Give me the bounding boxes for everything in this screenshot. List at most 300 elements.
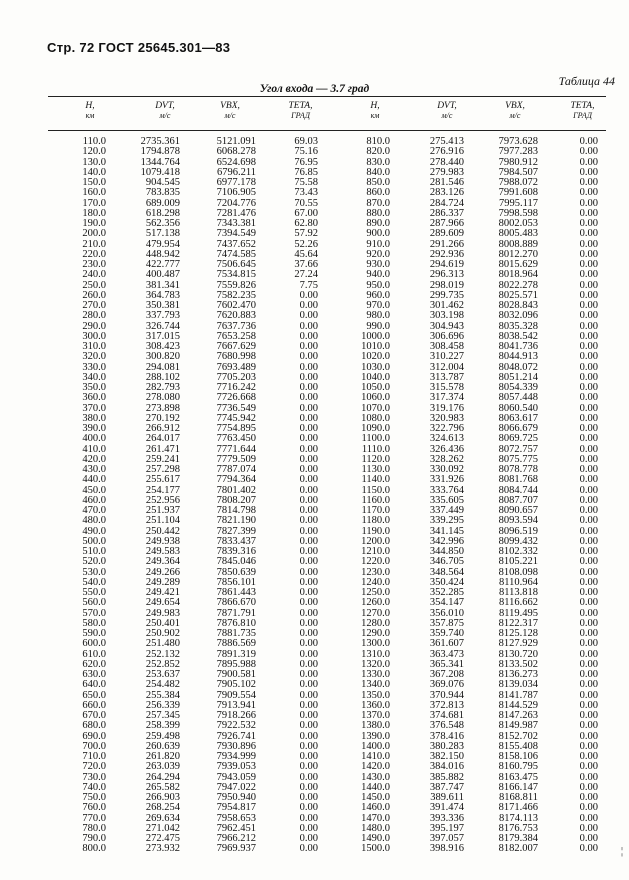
table-cell: 280.0 (82, 310, 106, 322)
table-cell: 0.00 (579, 781, 598, 793)
table-cell: 8155.408 (498, 740, 538, 752)
table-cell: 7973.628 (498, 136, 538, 147)
table-cell: 0.00 (299, 310, 318, 322)
table-cell: 1260.0 (361, 597, 390, 609)
table-cell: 291.266 (429, 238, 464, 250)
table-cell: 590.0 (82, 628, 106, 639)
table-cell: 0.00 (579, 638, 598, 650)
margin-mark: ¦ (620, 846, 623, 857)
table-cell: 7808.207 (216, 494, 256, 506)
table-cell: 0.00 (299, 392, 318, 404)
table-cell: 890.0 (366, 218, 390, 229)
table-cell: 7821.190 (216, 515, 256, 527)
table-cell: 430.0 (82, 464, 106, 475)
table-cell: 479.954 (145, 238, 180, 250)
table-cell: 8105.221 (498, 556, 538, 568)
table-cell: 130.0 (82, 156, 106, 168)
table-cell: 7980.912 (498, 156, 538, 168)
table-cell: 0.00 (299, 587, 318, 598)
table-cell: 250.401 (145, 617, 180, 629)
col-header-h-right (355, 102, 395, 120)
table-cell: 8182.007 (498, 843, 538, 855)
table-cell: 8133.502 (498, 658, 538, 670)
table-cell: 470.0 (82, 505, 106, 516)
col-header-teta-right (560, 102, 605, 120)
table-cell: 689.009 (145, 197, 180, 209)
table-cell: 385.882 (429, 771, 464, 783)
table-cell: 1110.0 (361, 443, 390, 455)
table-cell: 1220.0 (361, 556, 390, 568)
table-cell: 600.0 (82, 638, 106, 650)
table-cell: 8060.540 (498, 402, 538, 414)
table-cell: 0.00 (579, 146, 598, 158)
table-cell: 249.421 (145, 587, 180, 598)
table-cell: 7754.895 (216, 423, 256, 434)
table-cell: 269.634 (145, 812, 180, 824)
table-cell: 352.285 (429, 587, 464, 598)
table-cell: 1080.0 (361, 412, 390, 424)
table-cell: 306.696 (429, 330, 464, 342)
table-cell: 0.00 (579, 792, 598, 803)
table-cell: 266.903 (145, 792, 180, 803)
table-cell: 76.95 (294, 156, 318, 168)
table-cell: 0.00 (579, 300, 598, 311)
col-header-teta-left (278, 102, 323, 120)
table-cell: 0.00 (299, 525, 318, 537)
table-cell: 950.0 (366, 279, 390, 291)
table-cell: 450.0 (82, 484, 106, 496)
table-cell: 257.298 (145, 464, 180, 475)
table-cell: 259.241 (145, 453, 180, 465)
table-cell: 370.944 (429, 689, 464, 701)
table-cell: 1050.0 (361, 382, 390, 393)
table-cell: 1180.0 (361, 515, 390, 527)
table-cell: 1270.0 (361, 607, 390, 619)
table-cell: 0.00 (579, 699, 598, 711)
table-cell: 1079.418 (140, 166, 180, 178)
table-cell: 770.0 (82, 812, 106, 824)
table-cell: 73.43 (294, 187, 318, 199)
table-cell: 170.0 (82, 197, 106, 209)
table-cell: 0.00 (579, 248, 598, 260)
table-cell: 382.150 (429, 751, 464, 762)
table-cell: 720.0 (82, 761, 106, 773)
table-cell: 562.356 (145, 218, 180, 229)
table-cell: 8152.702 (498, 730, 538, 742)
table-cell: 263.039 (145, 761, 180, 773)
table-cell: 249.266 (145, 566, 180, 578)
table-cell: 970.0 (366, 300, 390, 311)
table-cell: 7474.585 (216, 248, 256, 260)
table-cell: 8096.519 (498, 525, 538, 537)
table-cell: 272.475 (145, 833, 180, 844)
table-cell: 350.381 (145, 300, 180, 311)
table-cell: 420.0 (82, 453, 106, 465)
table-cell: 45.64 (294, 248, 318, 260)
table-cell: 350.0 (82, 382, 106, 393)
col-header-unit: м/с (509, 111, 521, 120)
table-cell: 1300.0 (361, 638, 390, 650)
table-cell: 1090.0 (361, 423, 390, 434)
table-cell: 249.364 (145, 556, 180, 568)
table-cell: 0.00 (579, 289, 598, 301)
table-cell: 342.996 (429, 535, 464, 547)
table-cell: 0.00 (299, 781, 318, 793)
col-header-name: DVT, (155, 101, 175, 111)
table-cell: 1170.0 (361, 505, 390, 516)
table-cell: 273.898 (145, 402, 180, 414)
table-cell: 0.00 (299, 689, 318, 701)
table-cell: 8084.744 (498, 484, 538, 496)
table-cell: 850.0 (366, 177, 390, 188)
col-h-right (352, 137, 390, 855)
table-cell: 308.423 (145, 341, 180, 352)
table-cell: 0.00 (299, 402, 318, 414)
table-cell: 1230.0 (361, 566, 390, 578)
table-cell: 6977.178 (216, 177, 256, 188)
table-cell: 1020.0 (361, 351, 390, 363)
table-cell: 0.00 (299, 833, 318, 844)
table-cell: 27.24 (294, 269, 318, 281)
table-cell: 7204.776 (216, 197, 256, 209)
table-cell: 0.00 (579, 166, 598, 178)
table-cell: 7839.316 (216, 546, 256, 557)
table-cell: 1210.0 (361, 546, 390, 557)
table-cell: 251.480 (145, 638, 180, 650)
table-cell: 398.916 (429, 843, 464, 855)
table-cell: 374.681 (429, 710, 464, 721)
table-cell: 1360.0 (361, 699, 390, 711)
table-cell: 7106.905 (216, 187, 256, 199)
table-cell: 359.740 (429, 628, 464, 639)
table-cell: 0.00 (299, 648, 318, 660)
table-cell: 0.00 (299, 566, 318, 578)
table-cell: 7667.629 (216, 341, 256, 352)
table-cell: 1330.0 (361, 669, 390, 680)
table-cell: 1070.0 (361, 402, 390, 414)
table-cell: 278.080 (145, 392, 180, 404)
table-cell: 7763.450 (216, 433, 256, 445)
table-cell: 252.852 (145, 658, 180, 670)
table-cell: 317.015 (145, 330, 180, 342)
col-header-unit: ГРАД (573, 111, 592, 120)
table-cell: 261.471 (145, 443, 180, 455)
table-cell: 8048.072 (498, 361, 538, 373)
table-cell: 0.00 (299, 628, 318, 639)
table-cell: 1100.0 (361, 433, 390, 445)
table-cell: 268.254 (145, 802, 180, 814)
table-cell: 1190.0 (361, 525, 390, 537)
table-cell: 0.00 (579, 402, 598, 414)
table-cell: 8032.096 (498, 310, 538, 322)
table-cell: 7950.940 (216, 792, 256, 803)
table-cell: 312.004 (429, 361, 464, 373)
table-cell: 292.936 (429, 248, 464, 260)
table-cell: 0.00 (299, 341, 318, 352)
table-cell: 8025.571 (498, 289, 538, 301)
table-cell: 344.850 (429, 546, 464, 557)
table-cell: 372.813 (429, 699, 464, 711)
table-cell: 254.482 (145, 679, 180, 691)
table-cell: 0.00 (579, 341, 598, 352)
header-bottom-rule (48, 130, 606, 131)
table-cell: 510.0 (82, 546, 106, 557)
table-cell: 279.983 (429, 166, 464, 178)
table-cell: 0.00 (579, 669, 598, 680)
table-cell: 324.613 (429, 433, 464, 445)
table-cell: 8038.542 (498, 330, 538, 342)
table-cell: 256.339 (145, 699, 180, 711)
table-cell: 7559.826 (216, 279, 256, 291)
table-cell: 0.00 (579, 658, 598, 670)
table-cell: 381.341 (145, 279, 180, 291)
table-cell: 0.00 (579, 207, 598, 219)
table-cell: 990.0 (366, 320, 390, 332)
col-header-vbx-left (205, 102, 255, 120)
table-cell: 7506.645 (216, 259, 256, 270)
table-cell: 960.0 (366, 289, 390, 301)
table-cell: 760.0 (82, 802, 106, 814)
table-cell: 610.0 (82, 648, 106, 660)
table-cell: 680.0 (82, 720, 106, 732)
table-cell: 660.0 (82, 699, 106, 711)
table-cell: 391.474 (429, 802, 464, 814)
table-cell: 0.00 (299, 710, 318, 721)
table-cell: 0.00 (579, 464, 598, 475)
table-cell: 870.0 (366, 197, 390, 209)
table-cell: 8041.736 (498, 341, 538, 352)
table-cell: 940.0 (366, 269, 390, 281)
table-cell: 0.00 (299, 494, 318, 506)
table-cell: 0.00 (579, 474, 598, 486)
table-cell: 8054.339 (498, 382, 538, 393)
table-cell: 317.374 (429, 392, 464, 404)
table-cell: 570.0 (82, 607, 106, 619)
table-cell: 690.0 (82, 730, 106, 742)
table-cell: 8018.964 (498, 269, 538, 281)
table-cell: 0.00 (579, 597, 598, 609)
table-cell: 0.00 (579, 607, 598, 619)
table-cell: 0.00 (579, 279, 598, 291)
col-header-name: VBX, (220, 101, 240, 111)
col-header-name: VBX, (505, 101, 525, 111)
table-cell: 7947.022 (216, 781, 256, 793)
table-cell: 251.104 (145, 515, 180, 527)
table-cell: 7856.101 (216, 576, 256, 588)
table-cell: 0.00 (579, 730, 598, 742)
table-cell: 210.0 (82, 238, 106, 250)
table-cell: 800.0 (82, 843, 106, 855)
table-cell: 315.578 (429, 382, 464, 393)
table-cell: 8008.889 (498, 238, 538, 250)
table-cell: 8141.787 (498, 689, 538, 701)
table-cell: 1340.0 (361, 679, 390, 691)
table-cell: 8122.317 (498, 617, 538, 629)
table-cell: 0.00 (579, 771, 598, 783)
table-cell: 1200.0 (361, 535, 390, 547)
table-cell: 0.00 (299, 607, 318, 619)
table-cell: 308.458 (429, 341, 464, 352)
table-cell: 8113.818 (499, 587, 538, 598)
col-header-name: DVT, (437, 101, 457, 111)
table-cell: 271.042 (145, 822, 180, 834)
table-cell: 410.0 (82, 443, 106, 455)
table-cell: 0.00 (579, 361, 598, 373)
table-cell: 1140.0 (361, 474, 390, 486)
table-cell: 0.00 (579, 269, 598, 281)
table-cell: 1480.0 (361, 822, 390, 834)
table-cell: 440.0 (82, 474, 106, 486)
table-cell: 333.764 (429, 484, 464, 496)
table-cell: 0.00 (579, 259, 598, 270)
table-cell: 7779.509 (216, 453, 256, 465)
table-cell: 1040.0 (361, 371, 390, 383)
table-cell: 0.00 (299, 751, 318, 762)
table-cell: 0.00 (299, 300, 318, 311)
table-cell: 7394.549 (216, 228, 256, 240)
table-cell: 1030.0 (361, 361, 390, 373)
table-cell: 62.80 (294, 218, 318, 229)
table-cell: 249.654 (145, 597, 180, 609)
table-cell: 8174.113 (499, 812, 538, 824)
table-cell: 387.747 (429, 781, 464, 793)
table-cell: 7969.937 (216, 843, 256, 855)
table-cell: 710.0 (82, 751, 106, 762)
table-cell: 0.00 (579, 617, 598, 629)
table-cell: 0.00 (579, 320, 598, 332)
table-cell: 367.208 (429, 669, 464, 680)
table-cell: 0.00 (579, 679, 598, 691)
table-cell: 257.345 (145, 710, 180, 721)
table-cell: 1290.0 (361, 628, 390, 639)
table-cell: 0.00 (579, 710, 598, 721)
table-cell: 900.0 (366, 228, 390, 240)
table-cell: 1280.0 (361, 617, 390, 629)
table-cell: 0.00 (299, 576, 318, 588)
table-cell: 335.605 (429, 494, 464, 506)
table-cell: 8130.720 (498, 648, 538, 660)
table-cell: 301.462 (429, 300, 464, 311)
table-cell: 322.796 (429, 423, 464, 434)
table-cell: 7736.549 (216, 402, 256, 414)
table-cell: 276.916 (429, 146, 464, 158)
table-cell: 8081.768 (498, 474, 538, 486)
table-cell: 840.0 (366, 166, 390, 178)
table-cell: 0.00 (579, 382, 598, 393)
table-cell: 7930.896 (216, 740, 256, 752)
table-cell: 650.0 (82, 689, 106, 701)
table-cell: 380.0 (82, 412, 106, 424)
table-cell: 860.0 (366, 187, 390, 199)
table-cell: 348.564 (429, 566, 464, 578)
table-cell: 0.00 (299, 371, 318, 383)
table-cell: 284.724 (429, 197, 464, 209)
table-cell: 361.607 (429, 638, 464, 650)
table-cell: 7801.402 (216, 484, 256, 496)
table-cell: 0.00 (299, 535, 318, 547)
table-cell: 160.0 (82, 187, 106, 199)
table-cell: 0.00 (299, 843, 318, 855)
table-cell: 7794.364 (216, 474, 256, 486)
table-cell: 380.283 (429, 740, 464, 752)
table-cell: 7922.532 (216, 720, 256, 732)
table-cell: 7602.470 (216, 300, 256, 311)
table-cell: 0.00 (299, 412, 318, 424)
table-cell: 6524.698 (216, 156, 256, 168)
table-cell: 7637.736 (216, 320, 256, 332)
table-cell: 320.0 (82, 351, 106, 363)
table-cell: 8110.964 (499, 576, 538, 588)
table-cell: 7926.741 (216, 730, 256, 742)
table-cell: 310.227 (429, 351, 464, 363)
table-cell: 360.0 (82, 392, 106, 404)
table-cell: 350.424 (429, 576, 464, 588)
table-cell: 1120.0 (361, 453, 390, 465)
col-header-unit: ГРАД (291, 111, 310, 120)
table-cell: 8102.332 (498, 546, 538, 557)
table-cell: 200.0 (82, 228, 106, 240)
table-cell: 8015.629 (498, 259, 538, 270)
table-cell: 8099.432 (498, 535, 538, 547)
table-cell: 640.0 (82, 679, 106, 691)
table-cell: 0.00 (299, 330, 318, 342)
col-header-unit: км (370, 111, 380, 120)
table-cell: 70.55 (294, 197, 318, 209)
table-label: Таблица 44 (558, 74, 615, 88)
table-cell: 0.00 (299, 699, 318, 711)
table-cell: 0.00 (579, 494, 598, 506)
table-cell: 275.413 (429, 136, 464, 147)
table-cell: 1430.0 (361, 771, 390, 783)
table-cell: 7850.639 (216, 566, 256, 578)
table-cell: 0.00 (299, 382, 318, 393)
table-cell: 0.00 (299, 617, 318, 629)
table-cell: 278.440 (429, 156, 464, 168)
table-cell: 8168.811 (499, 792, 538, 803)
table-cell: 249.289 (145, 576, 180, 588)
table-cell: 357.875 (429, 617, 464, 629)
table-cell: 0.00 (579, 720, 598, 732)
table-cell: 1390.0 (361, 730, 390, 742)
col-header-name: ТЕТА, (570, 101, 595, 111)
table-cell: 313.787 (429, 371, 464, 383)
table-cell: 0.00 (579, 423, 598, 434)
table-cell: 0.00 (299, 597, 318, 609)
table-cell: 255.384 (145, 689, 180, 701)
table-cell: 337.449 (429, 505, 464, 516)
table-cell: 378.416 (429, 730, 464, 742)
table-cell: 7958.653 (216, 812, 256, 824)
table-cell: 8147.263 (498, 710, 538, 721)
table-cell: 783.835 (145, 187, 180, 199)
table-cell: 7680.998 (216, 351, 256, 363)
table-cell: 7787.074 (216, 464, 256, 475)
table-cell: 0.00 (579, 351, 598, 363)
table-cell: 7582.235 (216, 289, 256, 301)
table-cell: 299.735 (429, 289, 464, 301)
table-cell: 253.637 (145, 669, 180, 680)
table-cell: 560.0 (82, 597, 106, 609)
table-cell: 1410.0 (361, 751, 390, 762)
table-cell: 270.192 (145, 412, 180, 424)
table-cell: 220.0 (82, 248, 106, 260)
table-cell: 460.0 (82, 494, 106, 506)
table-cell: 7343.381 (216, 218, 256, 229)
table-cell: 7281.476 (216, 207, 256, 219)
table-cell: 7716.242 (216, 382, 256, 393)
table-cell: 6068.278 (216, 146, 256, 158)
table-cell: 330.0 (82, 361, 106, 373)
